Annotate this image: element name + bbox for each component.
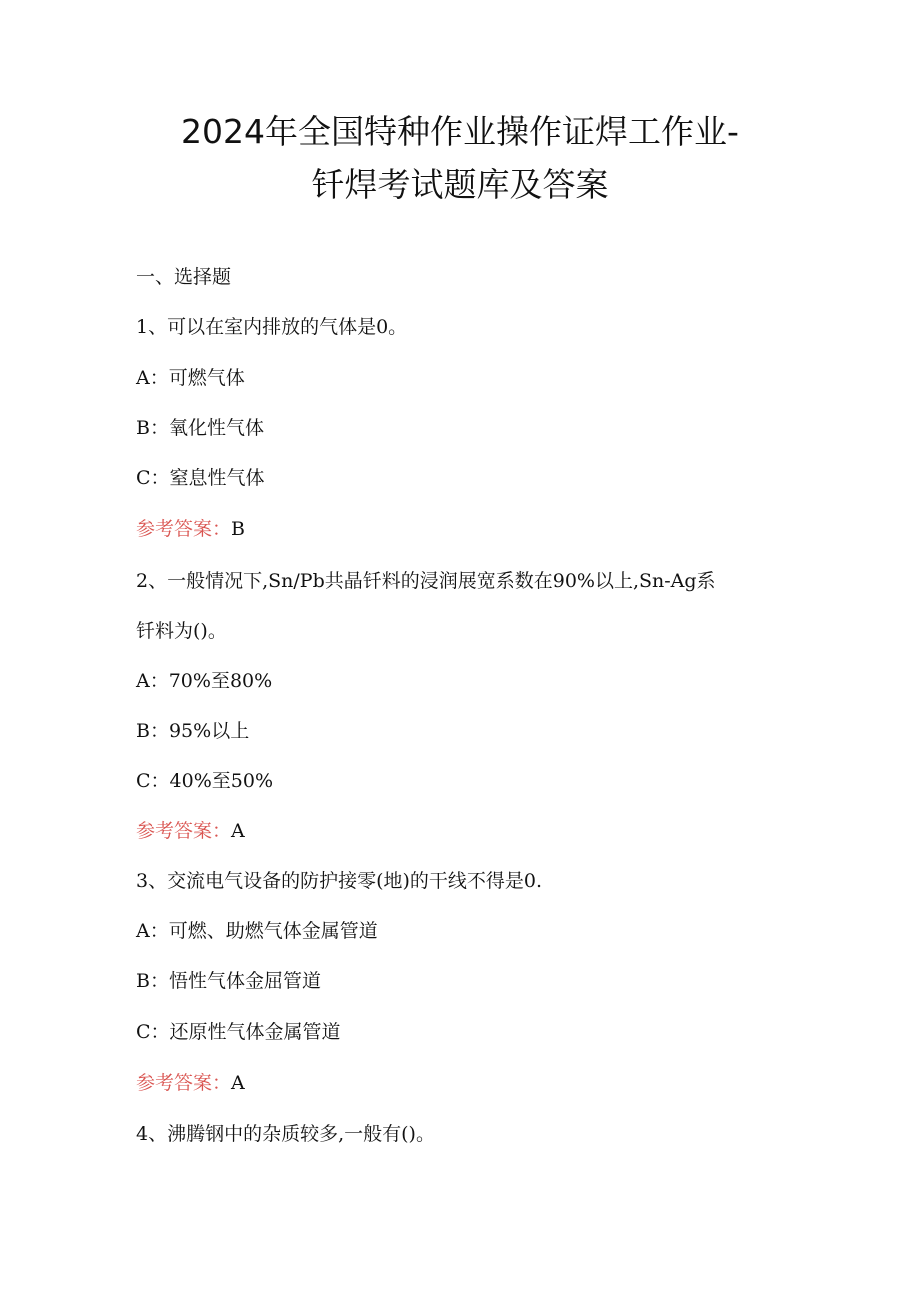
question-3-stem: 3、交流电气设备的防护接零(地)的干线不得是0. [136, 870, 543, 892]
section-heading: 一、选择题 [136, 266, 232, 288]
answer-label: 参考答案： [136, 1072, 232, 1094]
question-4-stem: 4、沸腾钢中的杂质较多,一般有()。 [136, 1123, 435, 1145]
document-title-line-2: 钎焊考试题库及答案 [311, 165, 609, 204]
question-1-option-b: B：氧化性气体 [136, 417, 264, 439]
answer-value: A [231, 1072, 245, 1094]
question-2-option-b: B：95%以上 [136, 720, 250, 742]
question-2-option-a: A：70%至80% [136, 670, 273, 692]
question-2-stem-line-1: 2、一般情况下,Sn/Pb共晶钎料的浸润展宽系数在90%以上,Sn-Ag系 [136, 570, 716, 592]
answer-value: A [231, 820, 245, 842]
question-2-answer [136, 818, 245, 844]
question-3-option-b: B：悟性气体金屈管道 [136, 970, 321, 992]
answer-value: B [231, 518, 245, 540]
question-1-stem: 1、可以在室内排放的气体是0。 [136, 316, 408, 338]
document-title-line-1: 2024年全国特种作业操作证焊工作业- [181, 112, 739, 151]
answer-label: 参考答案： [136, 820, 232, 842]
question-1-option-a: A：可燃气体 [136, 367, 245, 389]
question-2-option-c: C：40%至50% [136, 770, 273, 792]
question-3-option-c: C：还原性气体金属管道 [136, 1021, 341, 1043]
question-1-option-c: C：窒息性气体 [136, 467, 265, 489]
question-3-option-a: A：可燃、助燃气体金属管道 [136, 920, 378, 942]
question-2-stem-line-2: 钎料为()。 [136, 620, 227, 642]
question-3-answer [136, 1070, 245, 1096]
answer-label: 参考答案： [136, 518, 232, 540]
question-1-answer [136, 516, 245, 542]
